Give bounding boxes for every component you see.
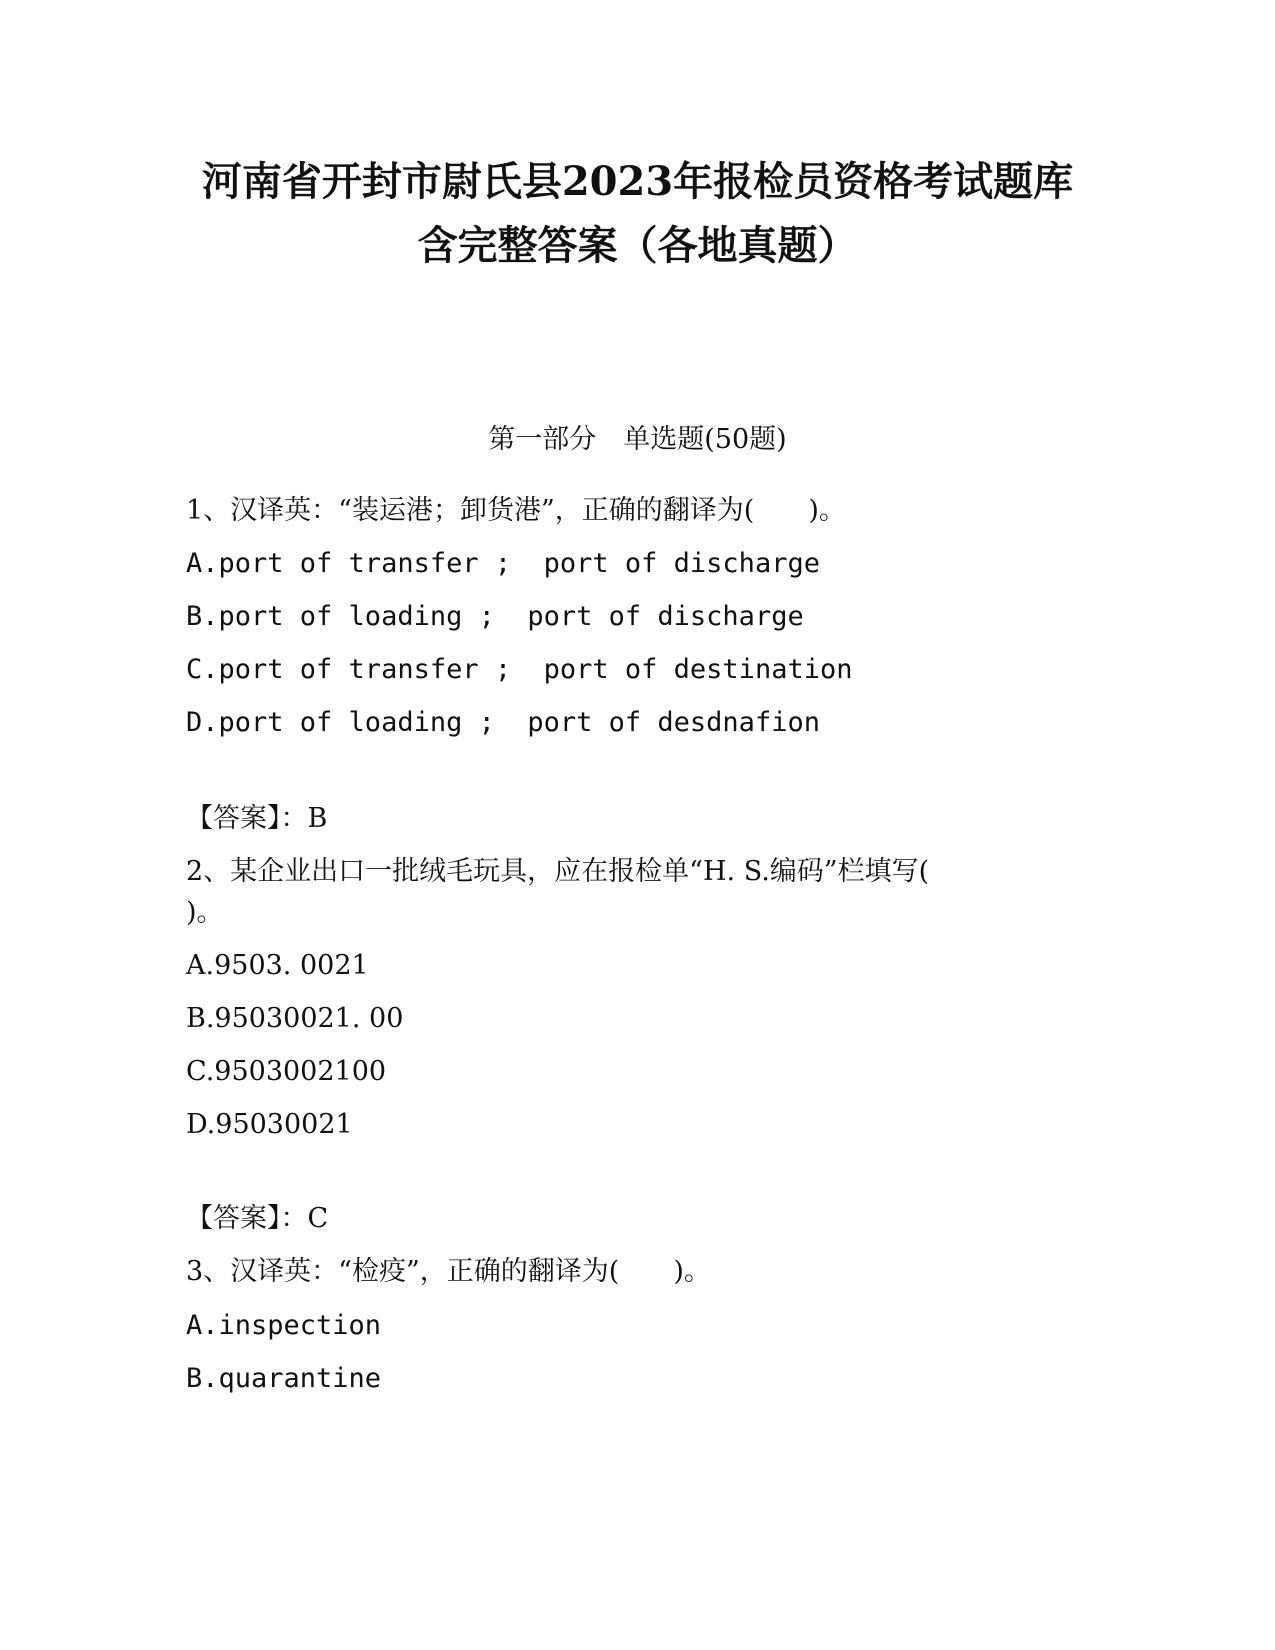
question-1-stem: 1、汉译英：“装运港；卸货港”，正确的翻译为( )。 (186, 495, 846, 526)
question-1-option-a: A.port of transfer ; port of discharge (186, 548, 820, 579)
question-2-option-b: B.95030021. 00 (186, 1003, 404, 1034)
question-2-option-d: D.95030021 (186, 1109, 353, 1140)
question-1-option-b: B.port of loading ; port of discharge (186, 601, 804, 632)
question-2-option-c: C.9503002100 (186, 1056, 387, 1087)
document-title-line-1: 河南省开封市尉氏县2023年报检员资格考试题库 (201, 158, 1074, 205)
question-2-option-a: A.9503. 0021 (186, 950, 369, 981)
question-1-option-c: C.port of transfer ; port of destination (186, 654, 853, 685)
question-3-option-b: B.quarantine (186, 1363, 382, 1394)
question-3-stem: 3、汉译英：“检疫”，正确的翻译为( )。 (186, 1256, 711, 1287)
document-title-line-2: 含完整答案（各地真题） (417, 222, 858, 269)
question-3-option-a: A.inspection (186, 1310, 382, 1341)
question-2-stem-line-2: )。 (186, 897, 224, 928)
question-1-answer: 【答案】：B (186, 803, 328, 834)
question-2-answer: 【答案】：C (186, 1203, 329, 1234)
section-heading: 第一部分 单选题(50题) (488, 424, 787, 455)
question-2-stem-line-1: 2、某企业出口一批绒毛玩具，应在报检单“H. S.编码”栏填写( (186, 856, 930, 887)
question-1-option-d: D.port of loading ; port of desdnafion (186, 707, 820, 738)
